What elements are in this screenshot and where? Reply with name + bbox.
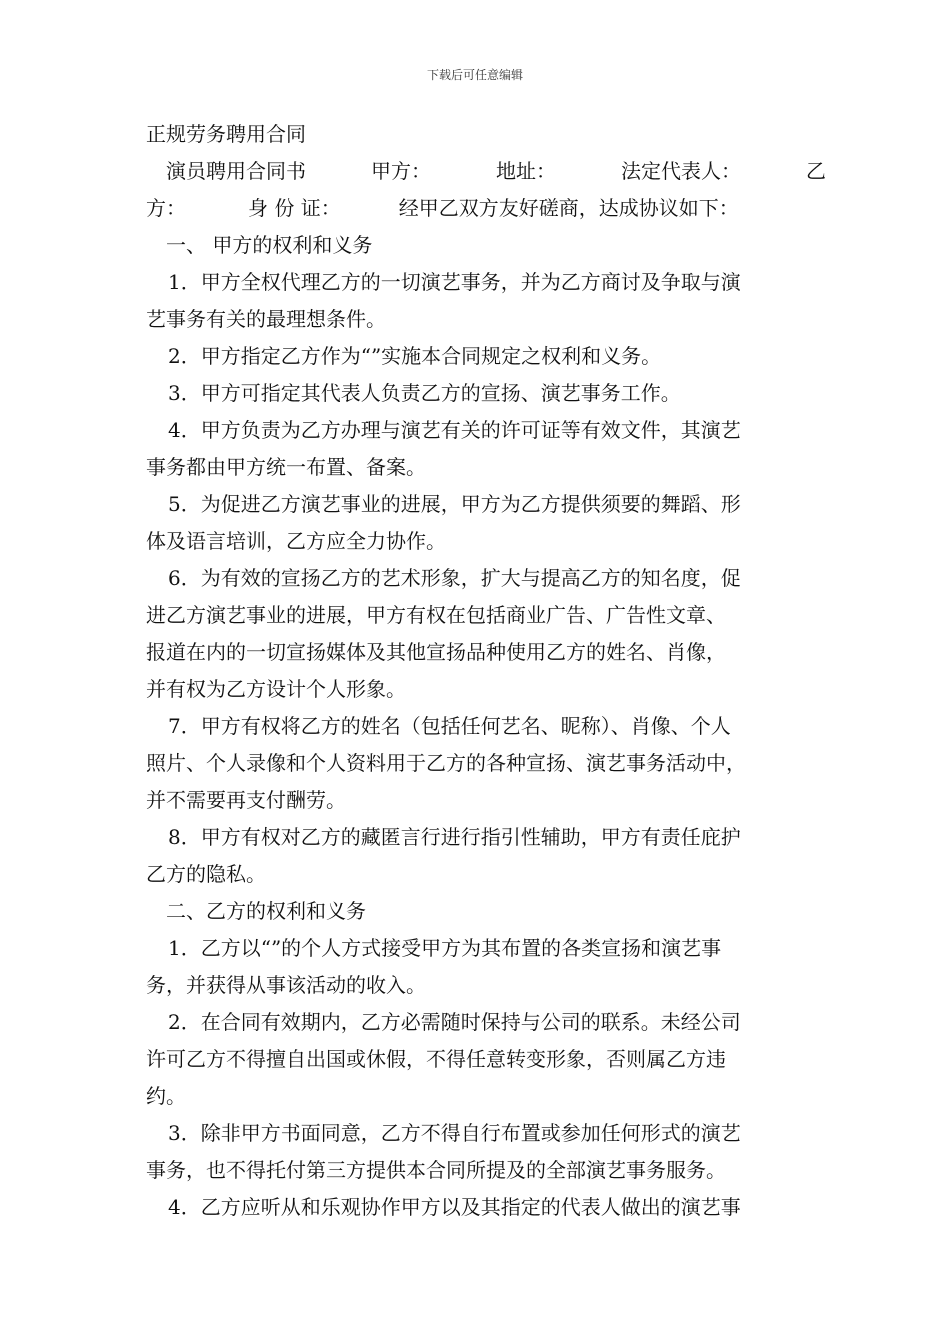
contract-name: 演员聘用合同书 — [166, 159, 306, 183]
clause-line: 艺事务有关的最理想条件。 — [146, 307, 386, 331]
clause-line: 事务，也不得托付第三方提供本合同所提及的全部演艺事务服务。 — [146, 1158, 726, 1182]
clause-line: 体及语言培训，乙方应全力协作。 — [146, 529, 446, 553]
clause-line: 1．乙方以“”的个人方式接受甲方为其布置的各类宣扬和演艺事 — [168, 936, 722, 960]
clause-line: 务，并获得从事该活动的收入。 — [146, 973, 426, 997]
clause-line: 1．甲方全权代理乙方的一切演艺事务，并为乙方商讨及争取与演 — [168, 270, 741, 294]
clause-line: 5．为促进乙方演艺事业的进展，甲方为乙方提供须要的舞蹈、形 — [168, 492, 741, 516]
clause-line: 3．甲方可指定其代表人负责乙方的宣扬、演艺事务工作。 — [168, 381, 681, 405]
clause-line: 8．甲方有权对乙方的藏匿言行进行指引性辅助，甲方有责任庇护 — [168, 825, 741, 849]
clause-line: 7．甲方有权将乙方的姓名（包括任何艺名、昵称）、肖像、个人 — [168, 714, 731, 738]
clause-line: 乙方的隐私。 — [146, 862, 266, 886]
id-card-label: 身 份 证： — [248, 196, 341, 220]
document-body — [146, 116, 826, 1226]
party-b-label-start: 乙 — [806, 159, 826, 183]
section-heading: 二、乙方的权利和义务 — [166, 899, 366, 923]
clause-line: 报道在内的一切宣扬媒体及其他宣扬品种使用乙方的姓名、肖像， — [146, 640, 726, 664]
clause-line: 许可乙方不得擅自出国或休假，不得任意转变形象，否则属乙方违 — [146, 1047, 726, 1071]
clause-line: 进乙方演艺事业的进展，甲方有权在包括商业广告、广告性文章、 — [146, 603, 726, 627]
clause-line: 6．为有效的宣扬乙方的艺术形象，扩大与提高乙方的知名度，促 — [168, 566, 741, 590]
clause-line: 并不需要再支付酬劳。 — [146, 788, 346, 812]
clause-line: 2．在合同有效期内，乙方必需随时保持与公司的联系。未经公司 — [168, 1010, 741, 1034]
clause-line: 照片、个人录像和个人资料用于乙方的各种宣扬、演艺事务活动中， — [146, 751, 746, 775]
clause-line: 4．甲方负责为乙方办理与演艺有关的许可证等有效文件，其演艺 — [168, 418, 741, 442]
clause-line: 2．甲方指定乙方作为“”实施本合同规定之权利和义务。 — [168, 344, 662, 368]
clause-line: 3．除非甲方书面同意，乙方不得自行布置或参加任何形式的演艺 — [168, 1121, 741, 1145]
clause-line: 并有权为乙方设计个人形象。 — [146, 677, 406, 701]
clause-line: 事务都由甲方统一布置、备案。 — [146, 455, 426, 479]
party-b-label-end: 方： — [146, 196, 186, 220]
section-heading: 一、 甲方的权利和义务 — [166, 233, 373, 257]
party-info-row-2 — [146, 190, 806, 227]
document-title: 正规劳务聘用合同 — [146, 122, 306, 146]
address-label: 地址： — [496, 159, 556, 183]
agreement-intro: 经甲乙双方友好磋商，达成协议如下： — [398, 196, 739, 220]
clause-line: 约。 — [146, 1084, 186, 1108]
legal-rep-label: 法定代表人： — [621, 159, 741, 183]
party-a-label: 甲方： — [371, 159, 431, 183]
page-header-note: 下载后可任意编辑 — [426, 68, 523, 82]
clause-line: 4．乙方应听从和乐观协作甲方以及其指定的代表人做出的演艺事 — [168, 1195, 741, 1219]
party-info-row-1 — [146, 153, 826, 190]
